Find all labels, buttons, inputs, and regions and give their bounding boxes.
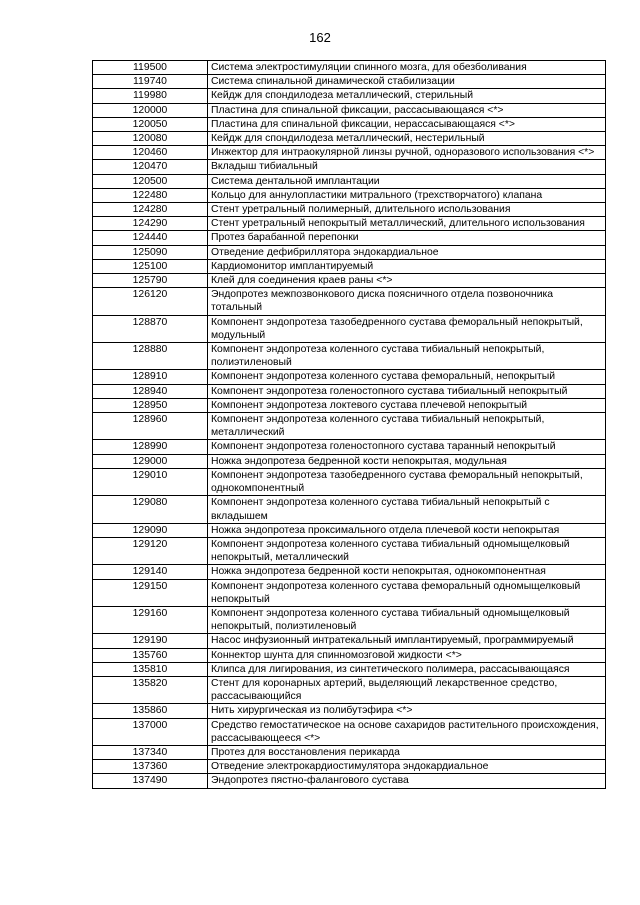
table-row xyxy=(93,760,606,774)
table-row xyxy=(93,745,606,759)
device-code: 124280 xyxy=(93,203,208,217)
table-row xyxy=(93,315,606,342)
device-code: 119500 xyxy=(93,61,208,75)
device-code: 129000 xyxy=(93,454,208,468)
device-code: 135860 xyxy=(93,704,208,718)
device-code: 129090 xyxy=(93,523,208,537)
table-row xyxy=(93,370,606,384)
device-code: 135760 xyxy=(93,648,208,662)
device-code: 128960 xyxy=(93,413,208,440)
device-name: Компонент эндопротеза тазобедренного сустава феморальный непокрытый, однокомпонентный xyxy=(208,468,606,495)
device-name: Компонент эндопротеза коленного сустава тибиальный непокрытый, полиэтиленовый xyxy=(208,343,606,370)
device-code: 120000 xyxy=(93,103,208,117)
device-name: Стент для коронарных артерий, выделяющий лекарственное средство, рассасывающийся xyxy=(208,676,606,703)
device-code: 128950 xyxy=(93,398,208,412)
table-row xyxy=(93,440,606,454)
device-code: 137490 xyxy=(93,774,208,788)
device-name: Средство гемостатическое на основе сахаридов растительного происхождения, рассасывающееся <*> xyxy=(208,718,606,745)
table-row xyxy=(93,146,606,160)
device-code: 128940 xyxy=(93,384,208,398)
device-name: Клей для соединения краев раны <*> xyxy=(208,274,606,288)
device-code: 119740 xyxy=(93,75,208,89)
device-code: 129080 xyxy=(93,496,208,523)
table-row xyxy=(93,704,606,718)
device-code: 119980 xyxy=(93,89,208,103)
device-name: Кольцо для аннулопластики митрального (трехстворчатого) клапана xyxy=(208,188,606,202)
table-row xyxy=(93,103,606,117)
device-code: 122480 xyxy=(93,188,208,202)
table-row xyxy=(93,648,606,662)
table-row xyxy=(93,676,606,703)
device-name: Клипса для лигирования, из синтетического полимера, рассасывающаяся xyxy=(208,662,606,676)
device-code: 120500 xyxy=(93,174,208,188)
table-row xyxy=(93,288,606,315)
device-name: Протез барабанной перепонки xyxy=(208,231,606,245)
table-row xyxy=(93,132,606,146)
device-code: 126120 xyxy=(93,288,208,315)
device-code: 135810 xyxy=(93,662,208,676)
device-code: 129010 xyxy=(93,468,208,495)
device-name: Система дентальной имплантации xyxy=(208,174,606,188)
table-row xyxy=(93,537,606,564)
table-row xyxy=(93,61,606,75)
device-code: 120080 xyxy=(93,132,208,146)
table-row xyxy=(93,662,606,676)
table-row xyxy=(93,75,606,89)
device-name: Кардиомонитор имплантируемый xyxy=(208,259,606,273)
device-code: 128880 xyxy=(93,343,208,370)
table-row xyxy=(93,579,606,606)
device-name: Насос инфузионный интратекальный имплантируемый, программируемый xyxy=(208,634,606,648)
device-name: Компонент эндопротеза коленного сустава феморальный одномыщелковый непокрытый xyxy=(208,579,606,606)
device-name: Ножка эндопротеза бедренной кости непокрытая, модульная xyxy=(208,454,606,468)
device-code: 124290 xyxy=(93,217,208,231)
device-code: 120470 xyxy=(93,160,208,174)
device-name: Компонент эндопротеза локтевого сустава плечевой непокрытый xyxy=(208,398,606,412)
device-name: Отведение дефибриллятора эндокардиальное xyxy=(208,245,606,259)
device-name: Эндопротез межпозвонкового диска поясничного отдела позвоночника тотальный xyxy=(208,288,606,315)
device-name: Стент уретральный непокрытый металлический, длительного использования xyxy=(208,217,606,231)
table-row xyxy=(93,454,606,468)
device-code: 137360 xyxy=(93,760,208,774)
table-row xyxy=(93,413,606,440)
device-name: Компонент эндопротеза тазобедренного сустава феморальный непокрытый, модульный xyxy=(208,315,606,342)
table-row xyxy=(93,274,606,288)
table-row xyxy=(93,398,606,412)
table-row xyxy=(93,259,606,273)
device-name: Ножка эндопротеза бедренной кости непокрытая, однокомпонентная xyxy=(208,565,606,579)
device-code: 129150 xyxy=(93,579,208,606)
device-name: Протез для восстановления перикарда xyxy=(208,745,606,759)
table-row xyxy=(93,774,606,788)
device-table-body xyxy=(93,61,606,789)
device-name: Пластина для спинальной фиксации, рассасывающаяся <*> xyxy=(208,103,606,117)
device-code: 128990 xyxy=(93,440,208,454)
device-name: Коннектор шунта для спинномозговой жидкости <*> xyxy=(208,648,606,662)
device-name: Пластина для спинальной фиксации, нерассасывающаяся <*> xyxy=(208,117,606,131)
table-row xyxy=(93,523,606,537)
table-row xyxy=(93,174,606,188)
device-code: 120460 xyxy=(93,146,208,160)
device-name: Инжектор для интраокулярной линзы ручной, одноразового использования <*> xyxy=(208,146,606,160)
table-row xyxy=(93,634,606,648)
table-row xyxy=(93,203,606,217)
table-row xyxy=(93,160,606,174)
table-row xyxy=(93,245,606,259)
device-name: Система спинальной динамической стабилизации xyxy=(208,75,606,89)
table-row xyxy=(93,343,606,370)
table-row xyxy=(93,188,606,202)
table-row xyxy=(93,496,606,523)
device-name: Стент уретральный полимерный, длительного использования xyxy=(208,203,606,217)
table-row xyxy=(93,384,606,398)
device-name: Отведение электрокардиостимулятора эндокардиальное xyxy=(208,760,606,774)
device-code: 129120 xyxy=(93,537,208,564)
device-name: Компонент эндопротеза коленного сустава тибиальный непокрытый, металлический xyxy=(208,413,606,440)
device-table xyxy=(92,60,606,789)
device-code: 128910 xyxy=(93,370,208,384)
page-number: 162 xyxy=(309,30,331,45)
device-name: Система электростимуляции спинного мозга, для обезболивания xyxy=(208,61,606,75)
device-code: 129140 xyxy=(93,565,208,579)
device-code: 129160 xyxy=(93,606,208,633)
device-name: Компонент эндопротеза коленного сустава тибиальный одномыщелковый непокрытый, металлический xyxy=(208,537,606,564)
device-name: Эндопротез пястно-фалангового сустава xyxy=(208,774,606,788)
device-name: Ножка эндопротеза проксимального отдела плечевой кости непокрытая xyxy=(208,523,606,537)
table-row xyxy=(93,117,606,131)
device-code: 129190 xyxy=(93,634,208,648)
device-code: 137340 xyxy=(93,745,208,759)
table-row xyxy=(93,565,606,579)
device-name: Нить хирургическая из полибутэфира <*> xyxy=(208,704,606,718)
device-name: Компонент эндопротеза коленного сустава феморальный, непокрытый xyxy=(208,370,606,384)
table-row xyxy=(93,468,606,495)
device-code: 120050 xyxy=(93,117,208,131)
device-code: 137000 xyxy=(93,718,208,745)
device-code: 125790 xyxy=(93,274,208,288)
device-name: Компонент эндопротеза голеностопного сустава тибиальный непокрытый xyxy=(208,384,606,398)
device-name: Кейдж для спондилодеза металлический, нестерильный xyxy=(208,132,606,146)
device-name: Компонент эндопротеза голеностопного сустава таранный непокрытый xyxy=(208,440,606,454)
device-code: 124440 xyxy=(93,231,208,245)
device-code: 125100 xyxy=(93,259,208,273)
table-row xyxy=(93,718,606,745)
table-row xyxy=(93,606,606,633)
device-code: 135820 xyxy=(93,676,208,703)
table-row xyxy=(93,231,606,245)
device-code: 125090 xyxy=(93,245,208,259)
table-row xyxy=(93,217,606,231)
table-row xyxy=(93,89,606,103)
device-name: Компонент эндопротеза коленного сустава тибиальный непокрытый с вкладышем xyxy=(208,496,606,523)
device-name: Вкладыш тибиальный xyxy=(208,160,606,174)
device-name: Компонент эндопротеза коленного сустава тибиальный одномыщелковый непокрытый, полиэтиленовый xyxy=(208,606,606,633)
device-code: 128870 xyxy=(93,315,208,342)
device-name: Кейдж для спондилодеза металлический, стерильный xyxy=(208,89,606,103)
